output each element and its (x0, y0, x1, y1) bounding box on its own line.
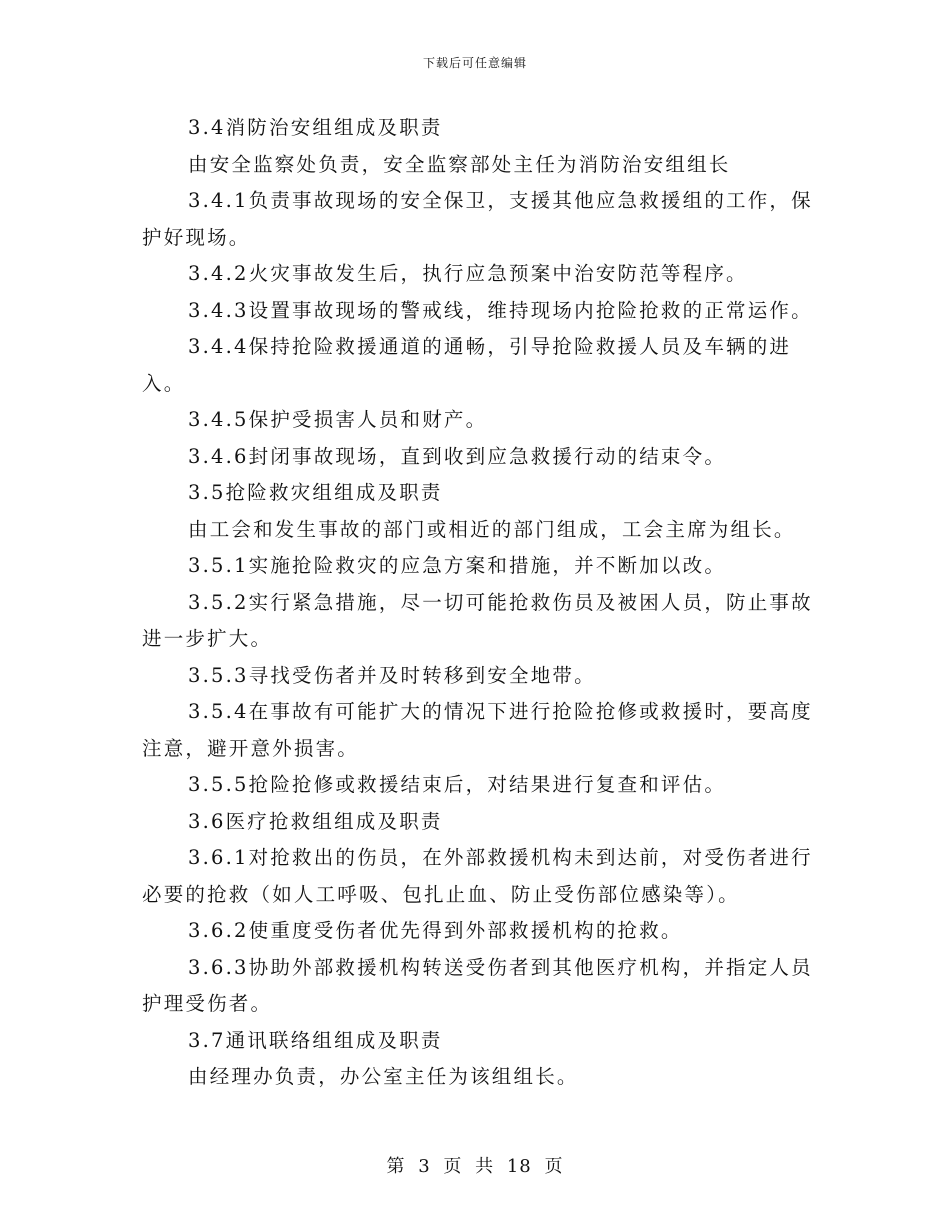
paragraph: 3.6.3协助外部救援机构转送受伤者到其他医疗机构，并指定人员护理受伤者。 (142, 955, 813, 1015)
page-footer: 第 3 页 共 18 页 (386, 1156, 564, 1177)
section-heading-3-6: 3.6医疗抢救组组成及职责 (188, 809, 443, 833)
section-heading-3-4: 3.4消防治安组组成及职责 (188, 116, 443, 139)
paragraph: 3.6.1对抢救出的伤员，在外部救援机构未到达前，对受伤者进行必要的抢救（如人工呼吸、包扎止血、防止受伤部位感染等）。 (142, 846, 813, 906)
section-heading-3-7: 3.7通讯联络组组成及职责 (188, 1028, 443, 1052)
paragraph: 3.4.4保持抢险救援通道的通畅，引导抢险救援人员及车辆的进入。 (142, 335, 792, 395)
page-header: 下载后可任意编辑 (422, 56, 527, 70)
paragraph: 3.4.1负责事故现场的安全保卫，支援其他应急救援组的工作，保护好现场。 (142, 189, 813, 249)
document-body (142, 110, 822, 1096)
paragraph: 3.6.2使重度受伤者优先得到外部救援机构的抢救。 (188, 919, 683, 942)
paragraph: 3.5.2实行紧急措施，尽一切可能抢救伤员及被困人员，防止事故进一步扩大。 (142, 590, 813, 650)
paragraph: 3.5.3寻找受伤者并及时转移到安全地带。 (188, 663, 596, 687)
paragraph: 由经理办负责，办公室主任为该组组长。 (188, 1065, 579, 1088)
paragraph: 3.4.6封闭事故现场，直到收到应急救援行动的结束令。 (188, 444, 727, 468)
paragraph: 3.4.2火灾事故发生后，执行应急预案中治安防范等程序。 (188, 262, 748, 285)
paragraph: 由安全监察处负责，安全监察部处主任为消防治安组组长 (188, 152, 731, 176)
paragraph: 3.5.5抢险抢修或救援结束后，对结果进行复查和评估。 (188, 773, 727, 796)
paragraph: 3.5.4在事故有可能扩大的情况下进行抢险抢修或救援时，要高度注意，避开意外损害。 (142, 700, 813, 760)
section-heading-3-5: 3.5抢险救灾组组成及职责 (188, 481, 443, 504)
paragraph: 3.4.3设置事故现场的警戒线，维持现场内抢险抢救的正常运作。 (188, 298, 813, 322)
paragraph: 由工会和发生事故的部门或相近的部门组成，工会主席为组长。 (188, 517, 796, 541)
paragraph: 3.4.5保护受损害人员和财产。 (188, 408, 488, 431)
paragraph: 3.5.1实施抢险救灾的应急方案和措施，并不断加以改。 (188, 554, 727, 577)
